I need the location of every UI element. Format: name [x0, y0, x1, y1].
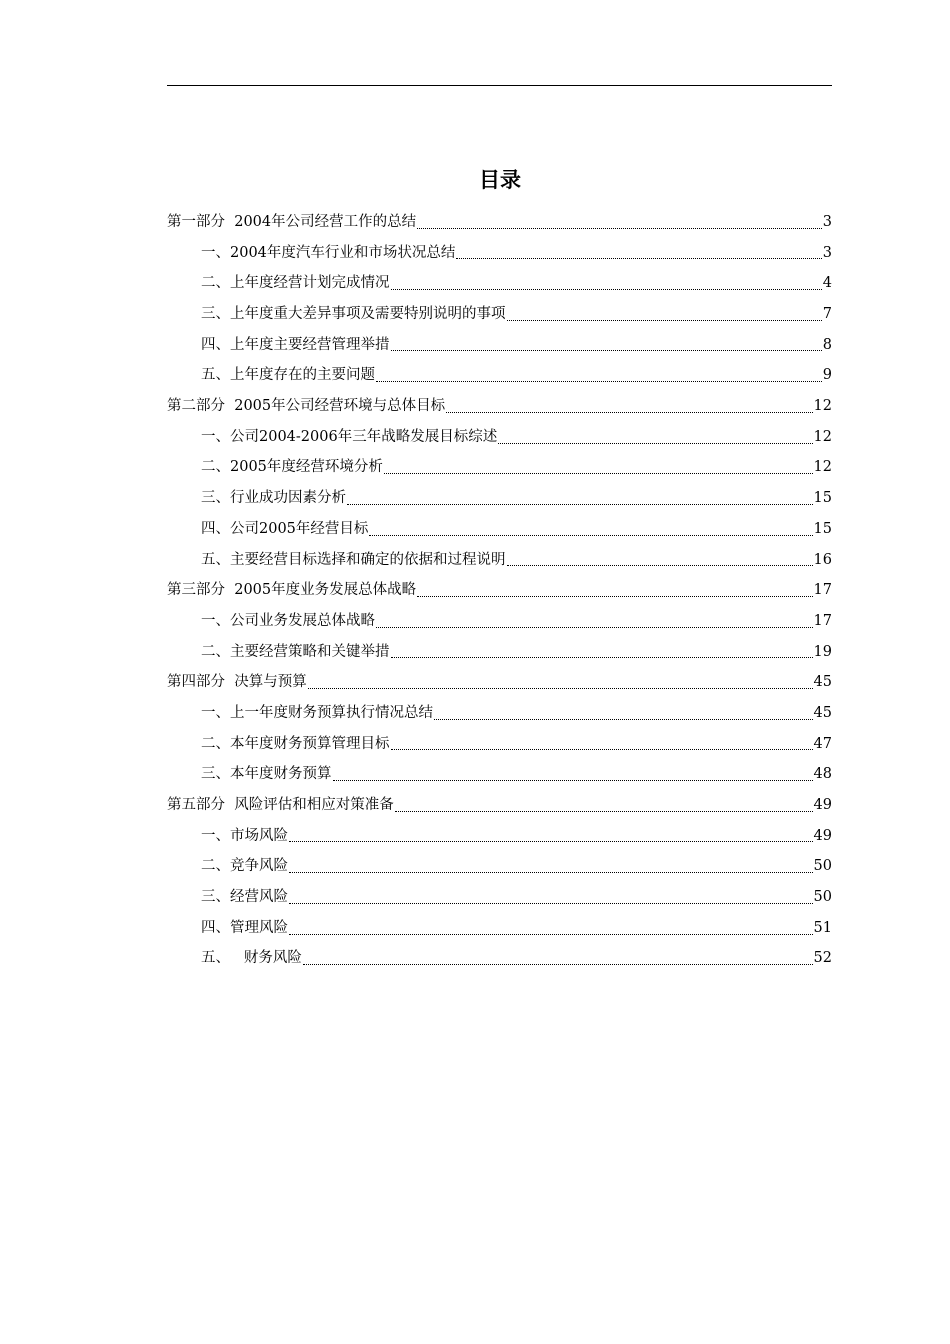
- toc-entry-label: 四、管理风险: [201, 919, 288, 936]
- toc-entry-label: 五、主要经营目标选择和确定的依据和过程说明: [201, 551, 506, 568]
- toc-entry-page: 3: [822, 244, 832, 261]
- toc-entry-label: 三、上年度重大差异事项及需要特别说明的事项: [201, 306, 506, 323]
- toc-entry-page: 51: [813, 919, 832, 936]
- toc-entry-page: 49: [813, 827, 832, 844]
- toc-dot-leader: [308, 688, 813, 689]
- toc-entry-label: 二、上年度经营计划完成情况: [201, 275, 390, 292]
- toc-dot-leader: [417, 228, 822, 229]
- toc-dot-leader: [289, 872, 813, 873]
- toc-entry[interactable]: [167, 330, 832, 361]
- toc-dot-leader: [376, 381, 822, 382]
- toc-entry-page: 9: [822, 367, 832, 384]
- toc-title: 目录: [479, 168, 521, 192]
- toc-entry-label: 二、本年度财务预算管理目标: [201, 735, 390, 752]
- table-of-contents: [167, 207, 832, 974]
- toc-entry-label: 第四部分 决算与预算: [167, 674, 307, 691]
- toc-entry-page: 12: [813, 398, 832, 415]
- toc-entry-page: 45: [813, 704, 832, 721]
- toc-entry[interactable]: [167, 944, 832, 975]
- toc-dot-leader: [446, 412, 812, 413]
- toc-entry-page: 17: [813, 612, 832, 629]
- toc-dot-leader: [289, 903, 813, 904]
- toc-dot-leader: [395, 811, 813, 812]
- toc-dot-leader: [289, 934, 813, 935]
- toc-entry[interactable]: [167, 514, 832, 545]
- toc-entry-page: 48: [813, 766, 832, 783]
- toc-entry-page: 12: [813, 428, 832, 445]
- toc-entry[interactable]: [167, 483, 832, 514]
- toc-dot-leader: [384, 473, 813, 474]
- toc-entry[interactable]: [167, 882, 832, 913]
- toc-dot-leader: [507, 565, 813, 566]
- toc-entry-label: 一、公司业务发展总体战略: [201, 612, 375, 629]
- toc-entry-label: 二、2005年度经营环境分析: [201, 459, 383, 476]
- toc-entry-page: 12: [813, 459, 832, 476]
- toc-dot-leader: [391, 749, 813, 750]
- toc-entry[interactable]: [167, 790, 832, 821]
- toc-entry-page: 50: [813, 889, 832, 906]
- toc-dot-leader: [434, 719, 813, 720]
- toc-entry[interactable]: [167, 207, 832, 238]
- toc-entry[interactable]: [167, 391, 832, 422]
- toc-entry-label: 三、行业成功因素分析: [201, 490, 346, 507]
- toc-entry-page: 17: [813, 582, 832, 599]
- toc-entry-label: 一、市场风险: [201, 827, 288, 844]
- toc-dot-leader: [303, 964, 813, 965]
- toc-entry-page: 16: [813, 551, 832, 568]
- toc-dot-leader: [289, 841, 813, 842]
- toc-entry-page: 7: [822, 306, 832, 323]
- toc-entry[interactable]: [167, 299, 832, 330]
- toc-entry[interactable]: [167, 360, 832, 391]
- toc-entry[interactable]: [167, 913, 832, 944]
- toc-entry-label: 五、上年度存在的主要问题: [201, 367, 375, 384]
- toc-entry-label: 第三部分 2005年度业务发展总体战略: [167, 582, 417, 599]
- toc-entry-label: 四、上年度主要经营管理举措: [201, 336, 390, 353]
- toc-entry-label: 二、主要经营策略和关键举措: [201, 643, 390, 660]
- toc-dot-leader: [369, 535, 812, 536]
- toc-entry-label: 四、公司2005年经营目标: [201, 520, 369, 537]
- toc-entry[interactable]: [167, 453, 832, 484]
- toc-entry[interactable]: [167, 575, 832, 606]
- toc-dot-leader: [333, 780, 813, 781]
- toc-entry-label: 三、经营风险: [201, 889, 288, 906]
- toc-dot-leader: [456, 258, 821, 259]
- toc-entry-label: 一、上一年度财务预算执行情况总结: [201, 704, 433, 721]
- toc-entry-label: 第一部分 2004年公司经营工作的总结: [167, 213, 417, 230]
- toc-entry-label: 三、本年度财务预算: [201, 766, 332, 783]
- toc-entry[interactable]: [167, 422, 832, 453]
- toc-entry[interactable]: [167, 821, 832, 852]
- toc-entry[interactable]: [167, 667, 832, 698]
- toc-entry-label: 一、公司2004-2006年三年战略发展目标综述: [201, 428, 498, 445]
- toc-entry-page: 8: [822, 336, 832, 353]
- header-rule: [167, 85, 832, 86]
- toc-dot-leader: [417, 596, 812, 597]
- toc-entry[interactable]: [167, 268, 832, 299]
- toc-entry-label: 二、竞争风险: [201, 858, 288, 875]
- toc-entry[interactable]: [167, 637, 832, 668]
- toc-dot-leader: [347, 504, 813, 505]
- toc-entry[interactable]: [167, 851, 832, 882]
- toc-entry-page: 50: [813, 858, 832, 875]
- toc-entry-page: 4: [822, 275, 832, 292]
- toc-dot-leader: [391, 350, 822, 351]
- toc-dot-leader: [391, 289, 822, 290]
- toc-entry[interactable]: [167, 698, 832, 729]
- toc-entry-label: 第二部分 2005年公司经营环境与总体目标: [167, 398, 446, 415]
- toc-entry-page: 19: [813, 643, 832, 660]
- toc-entry-page: 52: [813, 950, 832, 967]
- toc-entry-page: 15: [813, 520, 832, 537]
- toc-entry-page: 15: [813, 490, 832, 507]
- toc-entry-page: 49: [813, 797, 832, 814]
- toc-dot-leader: [391, 657, 813, 658]
- toc-entry-page: 3: [822, 213, 832, 230]
- toc-entry[interactable]: [167, 729, 832, 760]
- toc-entry[interactable]: [167, 545, 832, 576]
- toc-dot-leader: [376, 627, 813, 628]
- toc-entry-label: 一、2004年度汽车行业和市场状况总结: [201, 244, 456, 261]
- toc-entry[interactable]: [167, 759, 832, 790]
- toc-dot-leader: [507, 320, 822, 321]
- toc-dot-leader: [498, 443, 812, 444]
- toc-entry-label: 第五部分 风险评估和相应对策准备: [167, 797, 394, 814]
- toc-entry[interactable]: [167, 606, 832, 637]
- toc-entry-page: 45: [813, 674, 832, 691]
- toc-entry[interactable]: [167, 238, 832, 269]
- toc-entry-page: 47: [813, 735, 832, 752]
- toc-entry-label: 五、 财务风险: [201, 950, 302, 967]
